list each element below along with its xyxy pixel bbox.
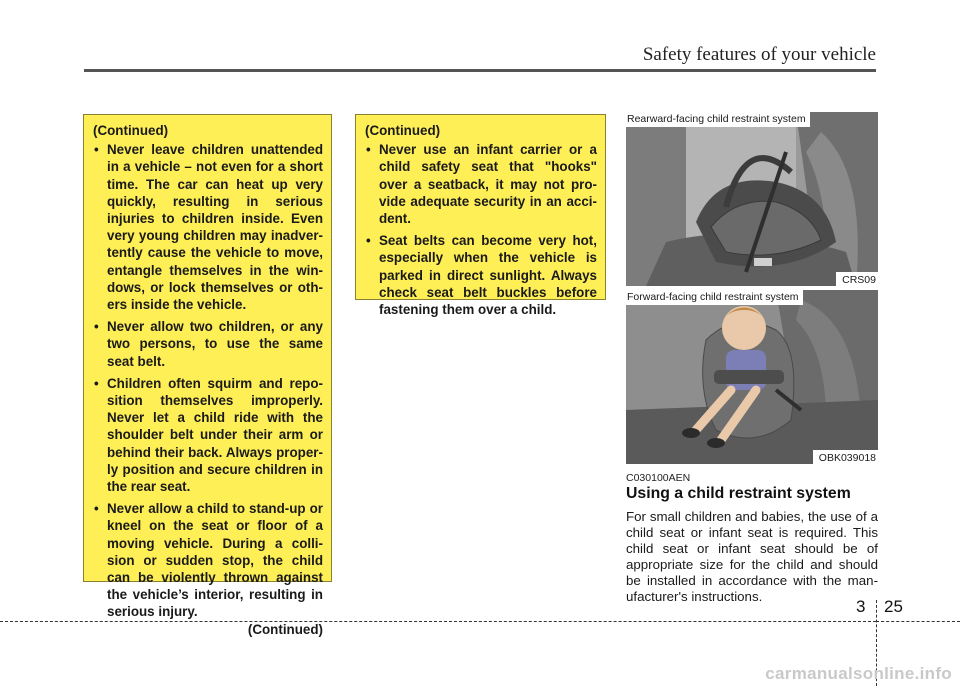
warning-bullet: • Never use an infant carrier or a child safety seat that "hooks" over a seatback, it may not provide adequate security in an accident. <box>366 142 597 227</box>
section-body: For small children and babies, the use of a child seat or infant seat is required. This child seat or infant seat should be of appropriate size for the child and should be installed in accordance with the manufacturer's instructions. <box>626 509 878 605</box>
warning-box-middle <box>355 114 606 318</box>
warning-bullet: • Children often squirm and reposition themselves improperly. Never let a child ride with the shoulder belt under their arm or behind their back. Always properly position and secure children in the rear seat. <box>94 375 323 495</box>
continued-label: (Continued) <box>93 123 169 138</box>
watermark: carmanualsonline.info <box>765 664 952 683</box>
warning-bullet: • Never allow a child to stand-up or kneel on the seat or floor of a moving vehicle. During a collision or sudden stop, the child can be violently thrown against the vehicle’s interior, resulting in serious injury. <box>94 501 323 620</box>
rear-facing-seat-figure <box>626 112 878 286</box>
figure-code: OBK039018 <box>813 450 878 464</box>
forward-facing-seat-illustration <box>626 290 878 464</box>
footer-rule-left <box>0 621 876 622</box>
footer-rule-right <box>876 621 960 622</box>
rear-facing-seat-illustration <box>626 112 878 286</box>
continued-label: (Continued) <box>365 123 441 138</box>
warning-bullet: • Seat belts can become very hot, especially when the vehicle is parked in direct sunlight. Always check seat belt buckles before fastening them over a child. <box>366 233 597 318</box>
section-heading: Using a child restraint system <box>626 485 851 502</box>
forward-facing-seat-figure <box>626 290 878 464</box>
continued-end-label: (Continued) <box>247 621 323 637</box>
warning-bullet: • Never leave children unattended in a vehicle – not even for a short time. The car can heat up very quickly, resulting in serious injuries to children inside. Even very young children may inadvertently cause the vehicle to move, entangle themselves in the windows, or lock themselves or others inside the vehicle. <box>94 142 323 313</box>
section-code: C030100AEN <box>626 472 691 484</box>
figure-code: CRS09 <box>836 272 878 286</box>
figure-caption: Forward-facing child restraint system <box>626 290 803 305</box>
header-rule <box>84 69 876 72</box>
page-number: 25 <box>884 597 903 616</box>
warning-bullet: • Never allow two children, or any two persons, to use the same seat belt. <box>94 319 323 369</box>
chapter-number: 3 <box>856 597 866 616</box>
warning-box-left <box>83 114 332 637</box>
section-title: Safety features of your vehicle <box>642 44 876 65</box>
figure-caption: Rearward-facing child restraint system <box>626 112 810 127</box>
